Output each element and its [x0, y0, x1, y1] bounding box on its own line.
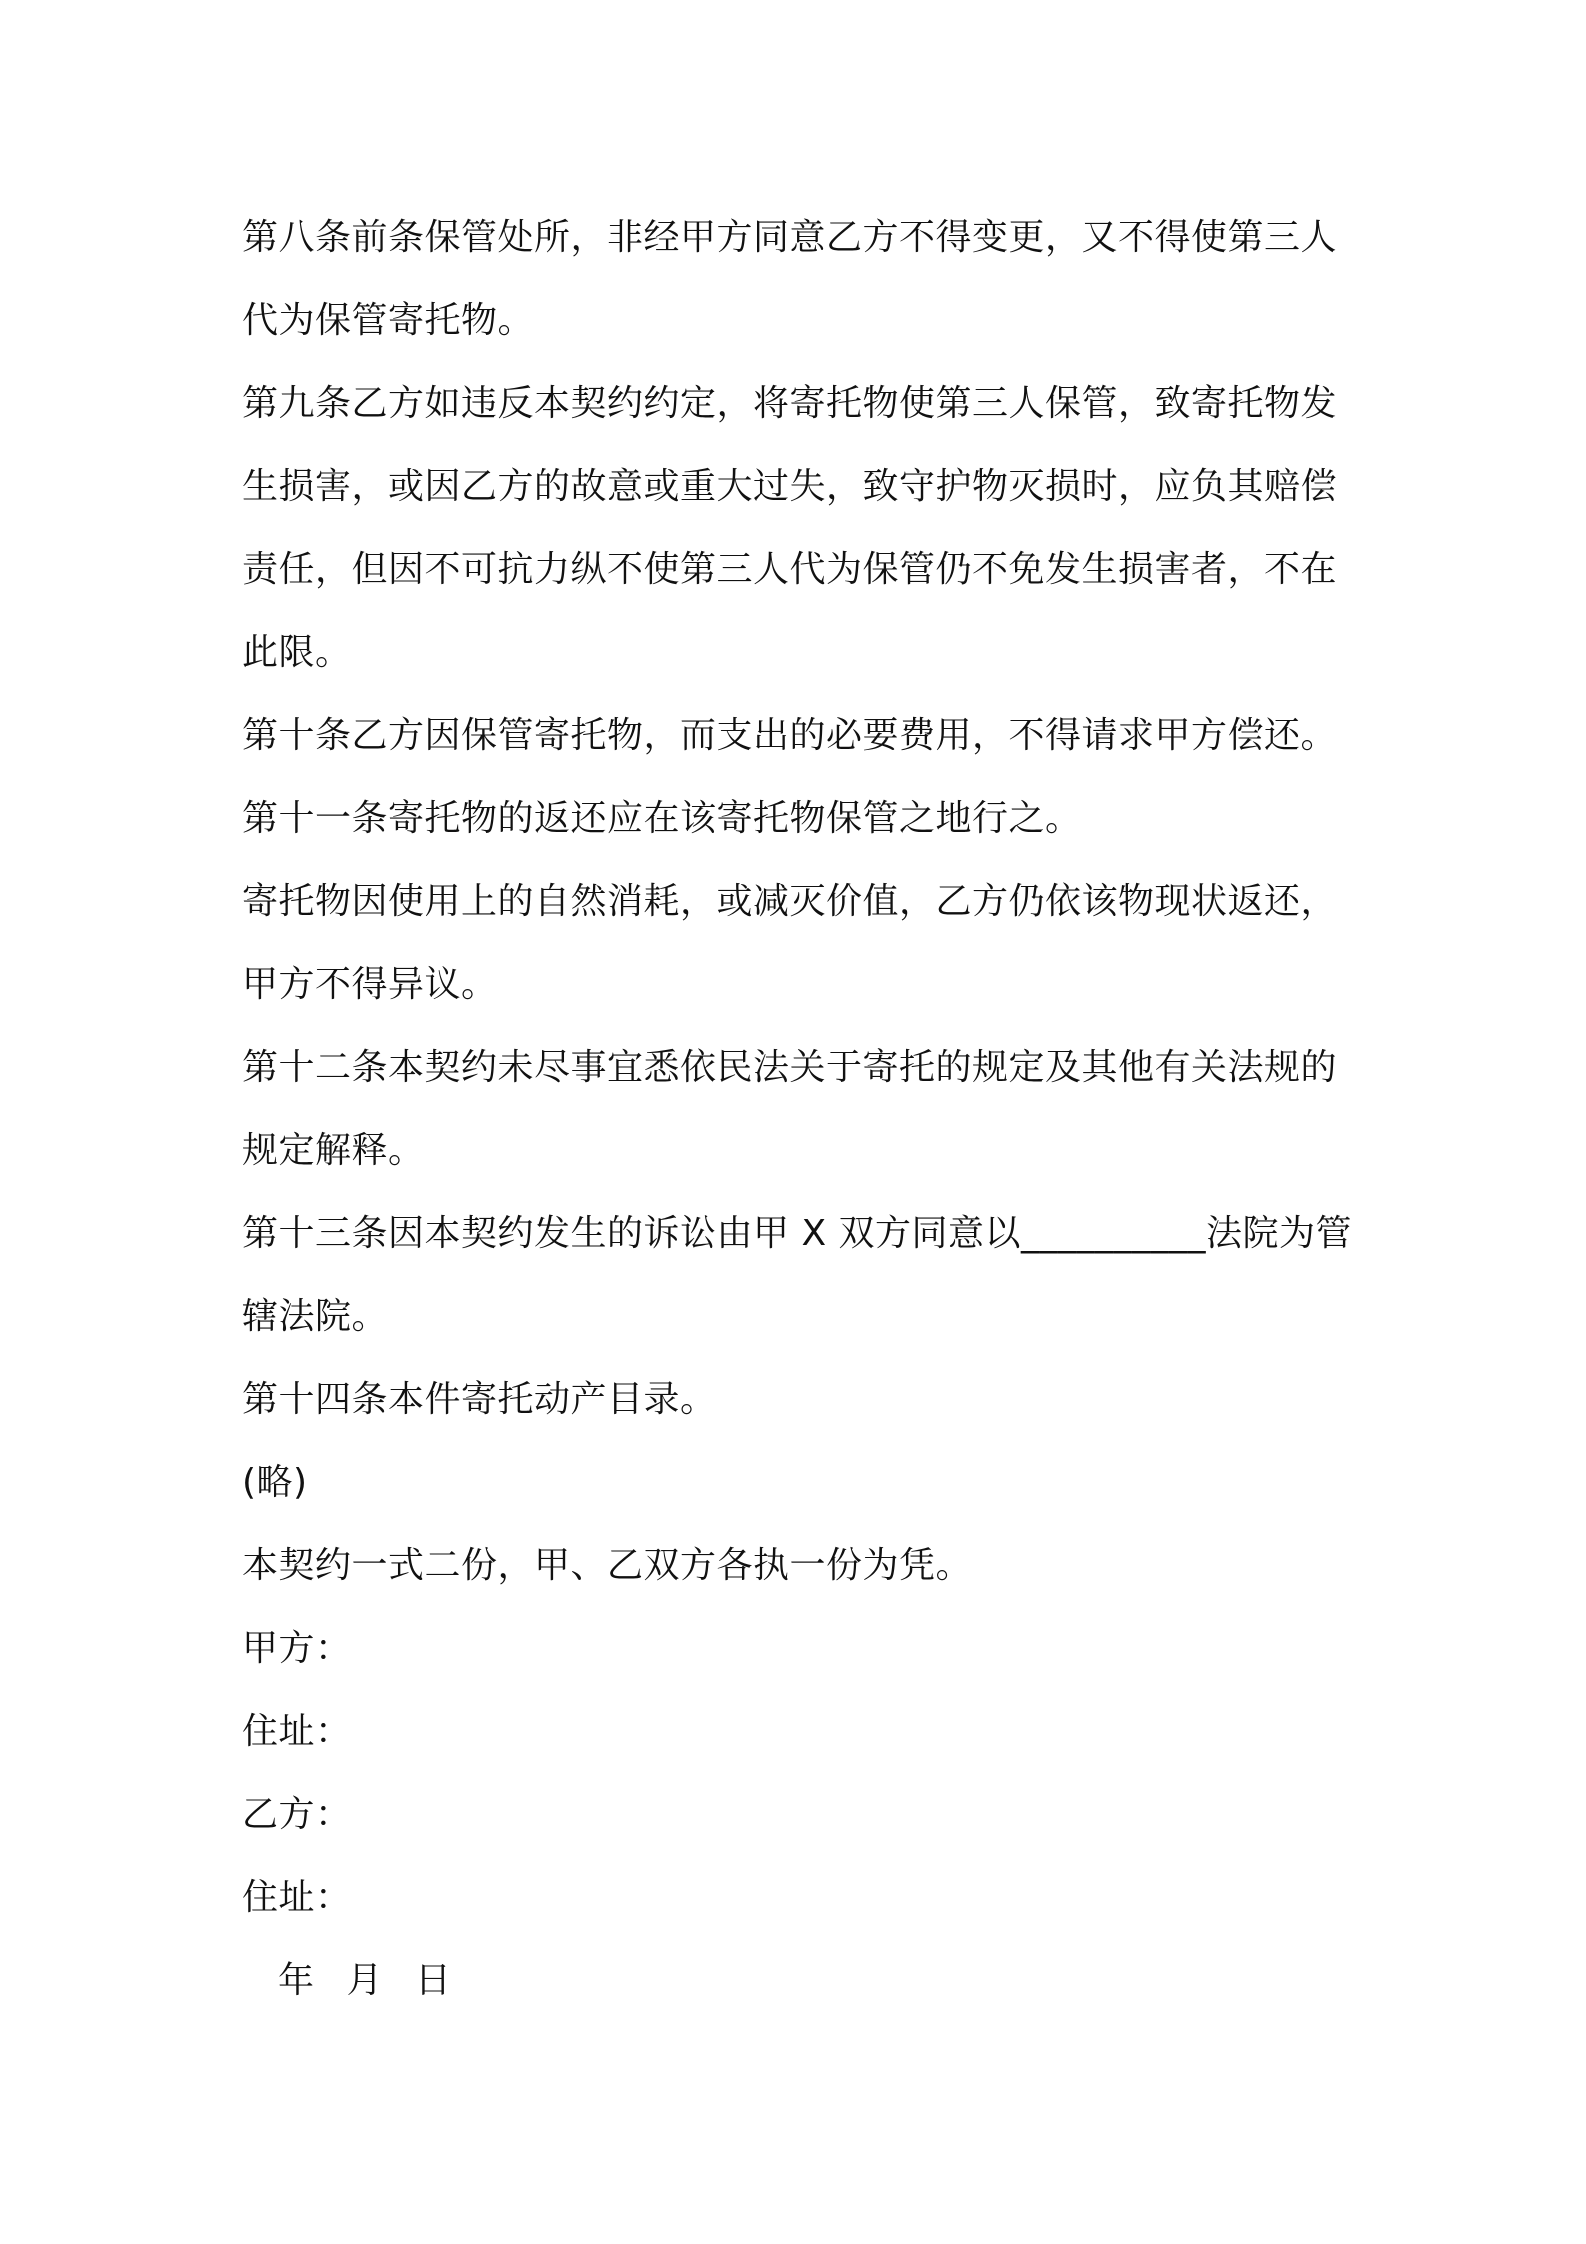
- copies-paragraph: 本契约一式二份，甲、乙双方各执一份为凭。: [242, 1545, 973, 1586]
- signature-date: [242, 1939, 1360, 2022]
- article-8-paragraph: 第八条前条保管处所，非经甲方同意乙方不得变更，又不得使第三人代为保管寄托物。: [242, 217, 1338, 341]
- party-a-label: 甲方：: [242, 1628, 352, 1669]
- article-11-continuation-paragraph: 寄托物因使用上的自然消耗，或减灭价值，乙方仍依该物现状返还，甲方不得异议。: [242, 881, 1338, 1005]
- date-month-label: 月: [346, 1960, 383, 2001]
- article-9-paragraph: 第九条乙方如违反本契约约定，将寄托物使第三人保管，致寄托物发生损害，或因乙方的故意或重大过失，致守护物灭损时，应负其赔偿责任，但因不可抗力纵不使第三人代为保管仍不免发生损害者，不在此限。: [242, 383, 1338, 673]
- party-b-label: 乙方：: [242, 1794, 352, 1835]
- article-11-paragraph: 第十一条寄托物的返还应在该寄托物保管之地行之。: [242, 798, 1082, 839]
- date-year-label: 年: [278, 1960, 315, 2001]
- document-body: [242, 196, 1360, 2022]
- article-14-paragraph: 第十四条本件寄托动产目录。: [242, 1379, 717, 1420]
- article-12-paragraph: 第十二条本契约未尽事宜悉依民法关于寄托的规定及其他有关法规的规定解释。: [242, 1047, 1338, 1171]
- article-13-paragraph: 第十三条因本契约发生的诉讼由甲 X 双方同意以__________法院为管辖法院。: [242, 1213, 1353, 1337]
- party-a-address-label: 住址：: [242, 1711, 352, 1752]
- article-10-paragraph: 第十条乙方因保管寄托物，而支出的必要费用，不得请求甲方偿还。: [242, 715, 1338, 756]
- party-b-address-label: 住址：: [242, 1877, 352, 1918]
- omitted-note: (略): [242, 1462, 308, 1503]
- date-day-label: 日: [414, 1960, 452, 2001]
